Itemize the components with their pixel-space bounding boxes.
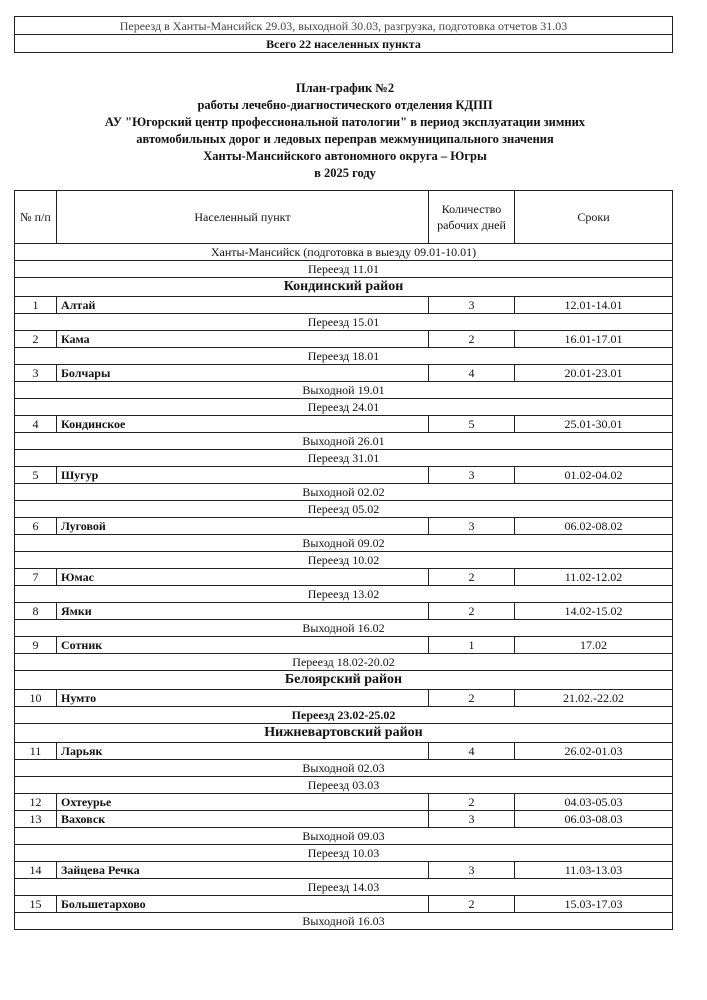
transfer-note: Выходной 16.03 [15,913,673,930]
transfer-row [15,382,673,399]
transfer-note: Выходной 09.02 [15,535,673,552]
date-range: 04.03-05.03 [515,794,673,811]
transfer-note: Выходной 26.01 [15,433,673,450]
return-note: Переезд в Ханты-Мансийск 29.03, выходной 30.03, разгрузка, подготовка отчетов 31.03 [15,17,673,35]
transfer-row [15,913,673,930]
work-days: 4 [429,743,515,760]
table-row [15,297,673,314]
header-dates: Сроки [515,191,673,244]
work-days: 2 [429,331,515,348]
work-days: 2 [429,794,515,811]
district-name: Нижневартовский район [15,724,673,743]
work-days: 3 [429,811,515,828]
transfer-note: Переезд 31.01 [15,450,673,467]
total-settlements: Всего 22 населенных пункта [15,35,673,53]
row-number: 9 [15,637,57,654]
work-days: 1 [429,637,515,654]
work-days: 2 [429,690,515,707]
heading-line: План-график №2 [295,81,395,95]
summary-table [14,16,673,53]
row-number: 5 [15,467,57,484]
row-number: 7 [15,569,57,586]
date-range: 01.02-04.02 [515,467,673,484]
transfer-row [15,620,673,637]
transfer-note: Выходной 09.03 [15,828,673,845]
settlement-name: Ларьяк [57,743,429,760]
table-row [15,690,673,707]
date-range: 12.01-14.01 [515,297,673,314]
row-number: 12 [15,794,57,811]
work-days: 3 [429,862,515,879]
row-number: 1 [15,297,57,314]
row-number: 3 [15,365,57,382]
heading-line: работы лечебно-диагностического отделения КДПП [197,98,493,112]
table-row [15,331,673,348]
transfer-note: Переезд 18.02-20.02 [15,654,673,671]
transfer-row [15,828,673,845]
work-days: 5 [429,416,515,433]
date-range: 20.01-23.01 [515,365,673,382]
transfer-note: Переезд 03.03 [15,777,673,794]
settlement-name: Луговой [57,518,429,535]
transfer-note: Переезд 18.01 [15,348,673,365]
summary-row [15,35,673,53]
transfer-row [15,586,673,603]
table-row [15,794,673,811]
district-name: Кондинский район [15,278,673,297]
transfer-row [15,261,673,278]
transfer-row [15,244,673,261]
header-num: № п/п [15,191,57,244]
table-row [15,365,673,382]
transfer-row [15,484,673,501]
work-days: 3 [429,297,515,314]
transfer-row [15,879,673,896]
settlement-name: Охтеурье [57,794,429,811]
row-number: 14 [15,862,57,879]
transfer-note: Переезд 13.02 [15,586,673,603]
district-row [15,278,673,297]
transfer-note: Переезд 11.01 [15,261,673,278]
settlement-name: Зайцева Речка [57,862,429,879]
transfer-row [15,450,673,467]
district-row [15,671,673,690]
date-range: 06.03-08.03 [515,811,673,828]
transfer-note: Выходной 19.01 [15,382,673,399]
heading-line: АУ "Югорский центр профессиональной патологии" в период эксплуатации зимних [104,115,586,129]
transfer-row [15,535,673,552]
row-number: 6 [15,518,57,535]
settlement-name: Шугур [57,467,429,484]
settlement-name: Ваховск [57,811,429,828]
table-row [15,569,673,586]
transfer-row [15,433,673,450]
transfer-row [15,314,673,331]
settlement-name: Ямки [57,603,429,620]
work-days: 4 [429,365,515,382]
settlement-name: Сотник [57,637,429,654]
table-row [15,637,673,654]
transfer-note: Переезд 14.03 [15,879,673,896]
settlement-name: Алтай [57,297,429,314]
work-days: 2 [429,569,515,586]
date-range: 26.02-01.03 [515,743,673,760]
table-row [15,811,673,828]
transfer-note: Переезд 10.02 [15,552,673,569]
transfer-note: Переезд 15.01 [15,314,673,331]
transfer-row [15,760,673,777]
transfer-row [15,707,673,724]
row-number: 15 [15,896,57,913]
row-number: 10 [15,690,57,707]
transfer-row [15,654,673,671]
district-name: Белоярский район [15,671,673,690]
transfer-note: Выходной 02.02 [15,484,673,501]
work-days: 2 [429,896,515,913]
schedule-body [15,191,673,930]
heading-line: в 2025 году [314,166,376,180]
row-number: 8 [15,603,57,620]
work-days: 2 [429,603,515,620]
settlement-name: Большетархово [57,896,429,913]
table-row [15,467,673,484]
row-number: 13 [15,811,57,828]
settlement-name: Кама [57,331,429,348]
transfer-note: Переезд 10.03 [15,845,673,862]
date-range: 11.03-13.03 [515,862,673,879]
date-range: 16.01-17.01 [515,331,673,348]
document-heading [40,80,650,182]
summary-row [15,17,673,35]
date-range: 21.02.-22.02 [515,690,673,707]
transfer-note: Переезд 24.01 [15,399,673,416]
date-range: 14.02-15.02 [515,603,673,620]
settlement-name: Кондинское [57,416,429,433]
transfer-note: Выходной 02.03 [15,760,673,777]
settlement-name: Юмас [57,569,429,586]
row-number: 11 [15,743,57,760]
work-days: 3 [429,467,515,484]
transfer-note: Выходной 16.02 [15,620,673,637]
date-range: 17.02 [515,637,673,654]
header-place: Населенный пункт [57,191,429,244]
row-number: 4 [15,416,57,433]
work-days: 3 [429,518,515,535]
table-row [15,743,673,760]
heading-line: Ханты-Мансийского автономного округа – Югры [203,149,487,163]
transfer-note: Переезд 23.02-25.02 [15,707,673,724]
table-row [15,603,673,620]
schedule-table [14,190,673,930]
settlement-name: Нумто [57,690,429,707]
row-number: 2 [15,331,57,348]
table-header-row [15,191,673,244]
transfer-row [15,845,673,862]
heading-line: автомобильных дорог и ледовых переправ межмуниципального значения [136,132,554,146]
date-range: 25.01-30.01 [515,416,673,433]
transfer-row [15,501,673,518]
table-row [15,896,673,913]
transfer-row [15,399,673,416]
transfer-row [15,777,673,794]
date-range: 15.03-17.03 [515,896,673,913]
table-row [15,518,673,535]
settlement-name: Болчары [57,365,429,382]
date-range: 06.02-08.02 [515,518,673,535]
table-row [15,862,673,879]
district-row [15,724,673,743]
transfer-note: Переезд 05.02 [15,501,673,518]
header-days: Количество рабочих дней [429,191,515,244]
table-row [15,416,673,433]
transfer-row [15,552,673,569]
transfer-note: Ханты-Мансийск (подготовка в выезду 09.01-10.01) [15,244,673,261]
transfer-row [15,348,673,365]
date-range: 11.02-12.02 [515,569,673,586]
